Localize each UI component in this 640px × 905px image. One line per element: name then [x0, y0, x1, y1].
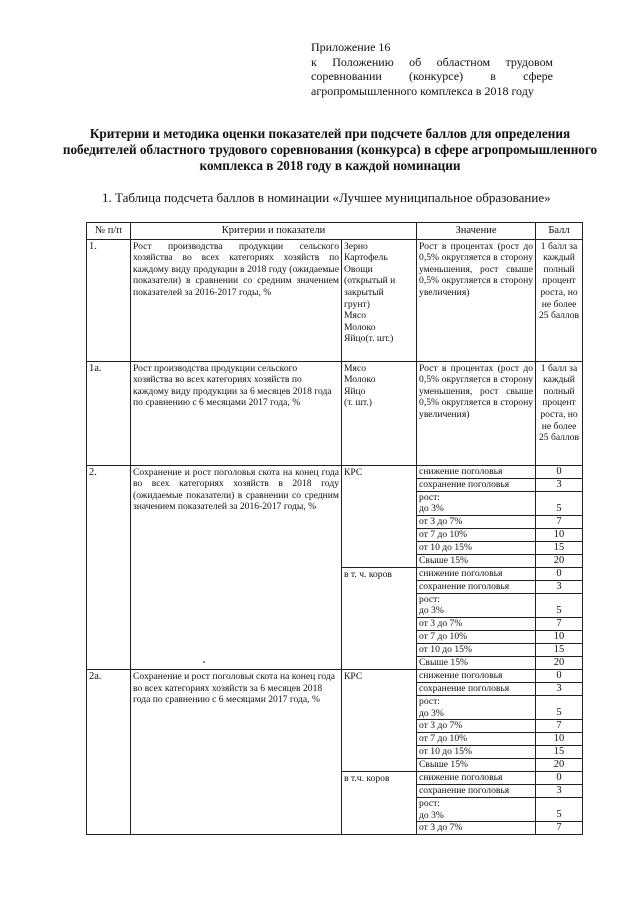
- grade-score: 7: [536, 515, 583, 528]
- grade-label: сохранение поголовья: [417, 785, 536, 798]
- grade-label: сохранение поголовья: [417, 478, 536, 491]
- grade-score: 20: [536, 656, 583, 669]
- header-value: Значение: [417, 223, 536, 240]
- table-header-row: [87, 223, 583, 240]
- grade-score: 0: [536, 567, 583, 580]
- grade-label: от 10 до 15%: [417, 643, 536, 656]
- grade-label: от 3 до 7%: [417, 515, 536, 528]
- growth-range: до 3%: [419, 605, 444, 617]
- criteria-cell: Рост производства продукции сельского хозяйства во всех категориях хозяйств по каждому виду продукции за 6 месяцев 2018 года по сравнению с 6 месяцами 2017 года, %: [131, 361, 342, 465]
- grade-label: от 3 до 7%: [417, 720, 536, 733]
- appendix-block: [311, 40, 553, 98]
- product: Мясо: [344, 362, 366, 374]
- product: Молоко: [344, 374, 376, 386]
- livestock-group: КРС: [342, 465, 417, 567]
- growth-range: до 3%: [419, 503, 444, 515]
- grade-score: 0: [536, 465, 583, 478]
- grade-label: снижение поголовья: [417, 465, 536, 478]
- grade-label: от 7 до 10%: [417, 528, 536, 541]
- grade-score: 3: [536, 785, 583, 798]
- row-num: 2а.: [87, 669, 131, 834]
- product: (т. шт.): [344, 397, 372, 409]
- grade-label: Свыше 15%: [417, 656, 536, 669]
- grade-label: от 3 до 7%: [417, 617, 536, 630]
- appendix-line-1: Приложение 16: [311, 40, 391, 54]
- growth-range: до 3%: [419, 809, 444, 821]
- grade-score: 3: [536, 682, 583, 695]
- grade-label: от 7 до 10%: [417, 630, 536, 643]
- grade-score: 10: [536, 733, 583, 746]
- grade-label: [417, 491, 536, 515]
- product: Мясо: [344, 310, 366, 322]
- appendix-line-2: к Положению об областном трудовом: [311, 54, 553, 69]
- livestock-group: в т.ч. коров: [342, 772, 417, 835]
- grade-label: [417, 593, 536, 617]
- row-num: 1.: [87, 239, 131, 361]
- grade-score: 15: [536, 643, 583, 656]
- grade-score: 5: [536, 593, 583, 617]
- livestock-group: в т. ч. коров: [342, 567, 417, 669]
- grade-score: 0: [536, 669, 583, 682]
- row-num: 2.: [87, 465, 131, 669]
- header-criteria: Критерии и показатели: [131, 223, 417, 240]
- header-score: Балл: [536, 223, 583, 240]
- products-cell: [342, 239, 417, 361]
- grade-score: 7: [536, 617, 583, 630]
- grade-score: 10: [536, 630, 583, 643]
- grade-score: 20: [536, 554, 583, 567]
- growth-label: рост:: [419, 491, 440, 503]
- product: Молоко: [344, 321, 376, 333]
- growth-label: рост:: [419, 695, 440, 707]
- grade-label: снижение поголовья: [417, 669, 536, 682]
- grade-label: Свыше 15%: [417, 554, 536, 567]
- product: Овощи: [344, 263, 373, 275]
- grade-score: 0: [536, 772, 583, 785]
- table-row: [87, 669, 583, 682]
- grade-label: снижение поголовья: [417, 772, 536, 785]
- value-cell: Рост в процентах (рост до 0,5% округляется в сторону уменьшения, рост свыше 0,5% округляется в сторону увеличения): [417, 239, 536, 361]
- appendix-line-4: агропромышленного комплекса в 2018 году: [311, 83, 534, 98]
- grade-label: сохранение поголовья: [417, 682, 536, 695]
- product: Яйцо: [344, 385, 366, 397]
- grade-label: снижение поголовья: [417, 567, 536, 580]
- growth-range: до 3%: [419, 707, 444, 719]
- grade-score: 15: [536, 541, 583, 554]
- score-cell: 1 балл за каждый полный процент роста, но не более 25 баллов: [536, 361, 583, 465]
- scoring-table: [86, 222, 583, 835]
- grade-label: от 10 до 15%: [417, 746, 536, 759]
- growth-label: рост:: [419, 593, 440, 605]
- scan-dot: [203, 661, 205, 663]
- table-row: [87, 239, 583, 361]
- grade-score: 15: [536, 746, 583, 759]
- header-num: № п/п: [87, 223, 131, 240]
- grade-label: [417, 695, 536, 719]
- products-cell: [342, 361, 417, 465]
- grade-label: сохранение поголовья: [417, 580, 536, 593]
- grade-label: [417, 798, 536, 822]
- criteria-cell: Рост производства продукции сельского хозяйства во всех категориях хозяйств по каждому виду продукции в 2018 году (ожидаемые показатели) в сравнении со средним значением показателей за 2016-2017 годы, %: [131, 239, 342, 361]
- table-caption: 1. Таблица подсчета баллов в номинации «Лучшее муниципальное образование»: [102, 190, 551, 205]
- product: Яйцо(т. шт.): [344, 333, 394, 345]
- growth-label: рост:: [419, 798, 440, 810]
- grade-score: 7: [536, 720, 583, 733]
- grade-score: 7: [536, 822, 583, 835]
- grade-score: 3: [536, 478, 583, 491]
- grade-score: 5: [536, 798, 583, 822]
- appendix-line-3: соревновании (конкурсе) в сфере: [311, 69, 553, 83]
- table-row: [87, 465, 583, 478]
- grade-score: 10: [536, 528, 583, 541]
- row-num: 1а.: [87, 361, 131, 465]
- grade-score: 5: [536, 491, 583, 515]
- score-cell: 1 балл за каждый полный процент роста, но не более 25 баллов: [536, 239, 583, 361]
- product: Зерно: [344, 240, 368, 252]
- grade-label: от 7 до 10%: [417, 733, 536, 746]
- criteria-cell: Сохранение и рост поголовья скота на конец года во всех категориях хозяйств в 2018 году (ожидаемые показатели) в сравнении со средним значением показателей за 2016-2017 годы, %: [131, 465, 342, 669]
- grade-score: 5: [536, 695, 583, 719]
- value-cell: Рост в процентах (рост до 0,5% округляется в сторону уменьшения, рост свыше 0,5% округляется в сторону увеличения): [417, 361, 536, 465]
- grade-label: от 10 до 15%: [417, 541, 536, 554]
- livestock-group: КРС: [342, 669, 417, 771]
- document-title: Критерии и методика оценки показателей при подсчете баллов для определения победителей областного трудового соревнования (конкурса) в сфере агропромышленного комплекса в 2018 году в каждой номинации: [62, 126, 598, 173]
- grade-label: от 3 до 7%: [417, 822, 536, 835]
- grade-score: 20: [536, 759, 583, 772]
- criteria-cell: Сохранение и рост поголовья скота на конец года во всех категориях хозяйств за 6 месяцев 2018 года по сравнению с 6 месяцами 2017 года, %: [131, 669, 342, 834]
- product: Картофель: [344, 252, 388, 264]
- product: грунт): [344, 298, 370, 310]
- grade-score: 3: [536, 580, 583, 593]
- grade-label: Свыше 15%: [417, 759, 536, 772]
- product: закрытый: [344, 286, 384, 298]
- table-row: [87, 361, 583, 465]
- product: (открытый и: [344, 275, 396, 287]
